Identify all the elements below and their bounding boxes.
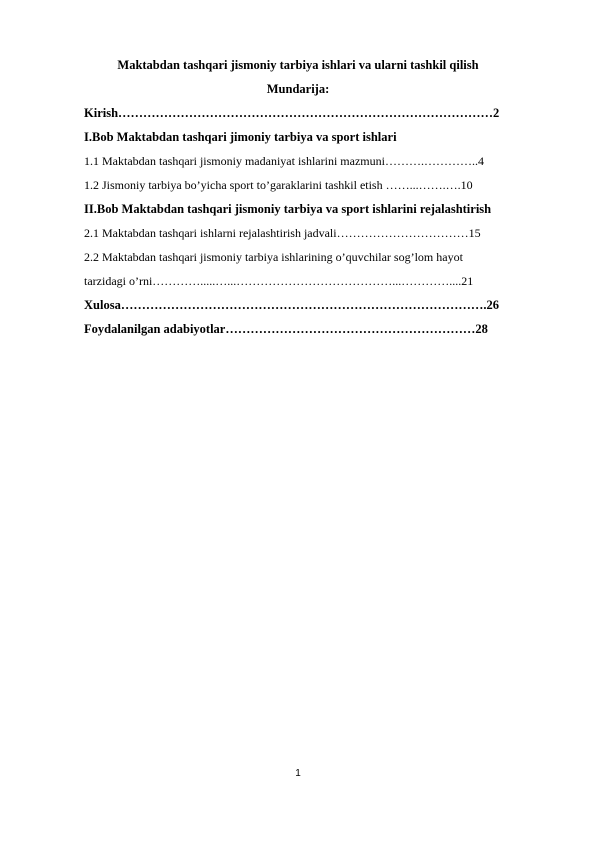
table-of-contents <box>84 105 552 345</box>
toc-entry: 1.1 Maktabdan tashqari jismoniy madaniyat ishlarini mazmuni……….…………..4 <box>84 154 484 168</box>
toc-entry: Foydalanilgan adabiyotlar……………………………………………………28 <box>84 322 488 336</box>
page-number: 1 <box>295 768 301 779</box>
toc-entry: I.Bob Maktabdan tashqari jimoniy tarbiya va sport ishlari <box>84 130 397 144</box>
toc-entry: 2.1 Maktabdan tashqari ishlarni rejalashtirish jadvali……………………………15 <box>84 226 481 240</box>
toc-heading: Mundarija: <box>266 82 330 96</box>
toc-entry: Xulosa…………………………………………………………………………….26 <box>84 298 499 312</box>
toc-entry: 2.2 Maktabdan tashqari jismoniy tarbiya ishlarining o’quvchilar sog’lom hayot <box>84 250 463 264</box>
toc-entry: II.Bob Maktabdan tashqari jismoniy tarbiya va sport ishlarini rejalashtirish <box>84 202 492 216</box>
document-title: Maktabdan tashqari jismoniy tarbiya ishlari va ularni tashkil qilish <box>117 58 479 72</box>
toc-entry: tarzidagi o’rni………….....…...…………………………………...…………....21 <box>84 274 474 288</box>
toc-entry: Kirish………………………………………………………………………………2 <box>84 106 500 120</box>
toc-entry: 1.2 Jismoniy tarbiya bo’yicha sport to’garaklarini tashkil etish ……...…….….10 <box>84 178 473 192</box>
